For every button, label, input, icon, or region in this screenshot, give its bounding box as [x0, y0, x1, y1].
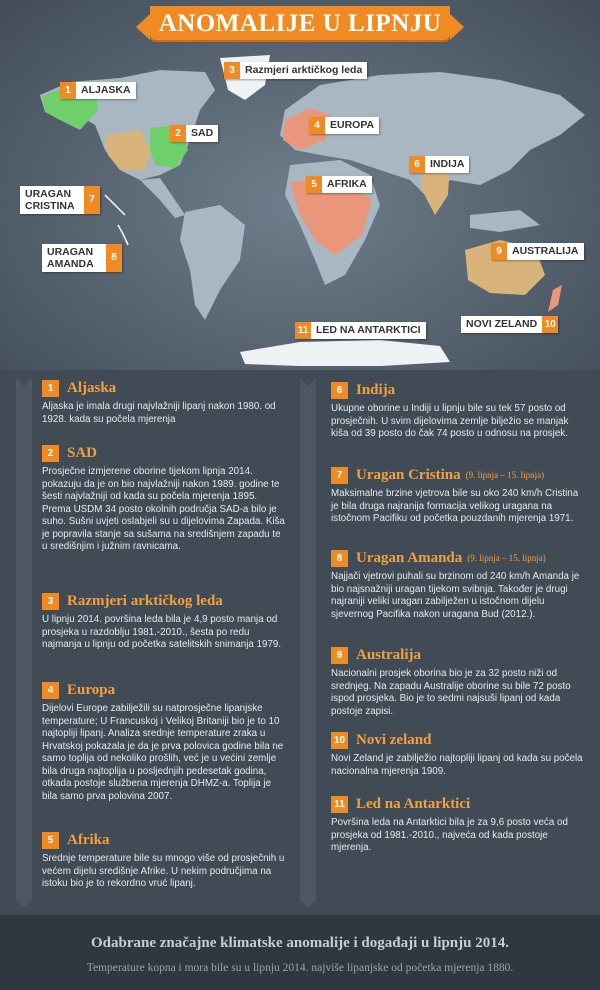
callout-label: Razmjeri arktičkog leda: [245, 64, 363, 76]
item-text: Prosječne izmjerene oborine tijekom lipnja 2014. pokazuju da je on bio najvlažniji nakon 1989. godine te šesti najvlažniji od kada su počela mjerenja 1895. Prema USDM 34 posto okolnih područja SAD-a bilo je suho. Sušni uvjeti oslabjeli su u dijelovima Zapada. Kiša je popravila stanje sa sušama na središnjem zapadu te u središnjim i južnim ravnicama.: [42, 466, 285, 552]
list-item-antarktika: [331, 794, 586, 855]
item-title: Aljaska: [67, 379, 117, 396]
item-title: Europa: [67, 681, 116, 698]
list-item-indija: [331, 380, 586, 441]
callout-novi-zeland: [461, 316, 558, 333]
callout-number: 4: [309, 117, 325, 134]
landmass-antarctica: [240, 340, 450, 366]
anomaly-list: [0, 370, 600, 915]
footer-subtitle: Temperature kopna i mora bile su u lipnju 2014. najviše lipanjske od početka mjerenja 1880.: [86, 962, 514, 974]
landmass-indonesia: [470, 210, 540, 232]
callout-afrika: [306, 176, 372, 193]
item-number: 11: [331, 796, 348, 813]
callout-europa: [309, 117, 379, 134]
callout-indija: [409, 156, 469, 173]
hurricane-track-amanda: [118, 225, 128, 245]
callout-label: INDIJA: [430, 158, 465, 170]
callout-number: 5: [306, 176, 322, 193]
callout-number: 7: [84, 186, 100, 214]
item-title: Razmjeri arktičkog leda: [67, 592, 223, 609]
item-number: 1: [42, 380, 59, 397]
list-item-novi-zeland: [331, 730, 586, 778]
callout-arktik: [224, 62, 367, 79]
footer: [0, 915, 600, 990]
callout-number: 11: [295, 322, 311, 339]
world-map: [0, 0, 600, 370]
list-item-sad: [42, 443, 287, 554]
callout-label: NOVI ZELAND: [466, 318, 538, 330]
item-text: Površina leda na Antarktici bila je za 9,6 posto veća od prosjeka od 1981.-2010., najveća od kada postoje mjerenja.: [331, 817, 568, 853]
list-item-afrika: [42, 830, 287, 891]
item-number: 2: [42, 445, 59, 462]
left-chevron-rail: [16, 378, 32, 908]
item-title: Uragan Cristina: [356, 466, 461, 483]
right-chevron-rail: [300, 378, 316, 908]
item-title: Afrika: [67, 831, 110, 848]
callout-number: 10: [542, 316, 558, 333]
callout-label: URAGAN CRISTINA: [25, 188, 75, 212]
callout-number: 3: [224, 62, 240, 79]
item-text: Najjači vjetrovi puhali su brzinom od 240 km/h Amanda je bio najsnažniji uragan tijekom svibnja. Također je drugi najraniji veliki uragan zabilježen u istočnom dijelu sjevernog Pacifika nakon uragana Bud (2012.).: [331, 571, 580, 620]
item-title: Indija: [356, 381, 396, 398]
item-title: Led na Antarktici: [356, 795, 471, 812]
footer-title: Odabrane značajne klimatske anomalije i događaji u lipnju 2014.: [91, 935, 509, 951]
page-title: ANOMALIJE U LIPNJU: [158, 10, 442, 37]
callout-number: 1: [60, 82, 76, 99]
callout-label: ALJASKA: [81, 84, 131, 96]
item-text: Nacionalni prosjek oborina bio je za 32 posto niži od srednjeg. Na zapadu Australije oborine su bile 72 posto ispod prosjeka. Bio je to sedmi najsuši lipanj od kada postoje zapisi.: [331, 668, 571, 717]
item-text: U lipnju 2014. površina leda bila je 4,9 posto manja od prosjeka u razdoblju 1981.-2010., šesta po redu najmanja u lipnju od početka satelitskih snimanja 1979.: [42, 614, 282, 650]
item-number: 7: [331, 467, 348, 484]
callout-antarktika: [295, 322, 426, 339]
list-item-australija: [331, 645, 586, 718]
item-text: Ukupne oborine u Indiji u lipnju bile su tek 57 posto od prosječnih. U svim dijelovima zemlje bilježio se manjak kiša od 39 posto do čak 74 posto u odnosu na prosjek.: [331, 403, 569, 439]
callout-label: EUROPA: [330, 119, 375, 131]
map-graphic: [0, 0, 600, 370]
callout-label: URAGAN AMANDA: [47, 246, 94, 270]
callout-label: SAD: [191, 127, 214, 139]
landmass-south-america: [180, 205, 245, 320]
item-title: Novi zeland: [356, 731, 432, 748]
callout-number: 8: [106, 244, 122, 272]
callout-number: 6: [409, 156, 425, 173]
item-title: Uragan Amanda: [356, 549, 463, 566]
item-text: Dijelovi Europe zabilježili su natprosječne lipanjske temperature; U Francuskoj i Velikoj Britaniji bio je to 10 najtopliji lipanj. Analiza srednje temperature zraka u Hrvatskoj pokazala je da je prva polovica godine bila ne samo toplija od nekoliko prošlih, već je u većini zemlje bila druga najtoplija u posljednjih pedesetak godina, otkada postoje službena mjerenja DHMZ-a. Toplija je bila samo prva polovina 2007.: [42, 703, 284, 802]
item-number: 4: [42, 682, 59, 699]
item-subtitle: (9. lipnja – 15. lipnja): [465, 470, 545, 480]
callout-label: LED NA ANTARKTICI: [316, 324, 421, 336]
item-text: Srednje temperature bile su mnogo više od prosječnih u većem dijelu središnje Afrike. U nekim područjima na istoku bio je to rekordno vruć lipanj.: [42, 853, 285, 889]
item-text: Maksimalne brzine vjetrova bile su oko 240 km/h Cristina je bila druga najranija formacija velikog uragana na istočnom Pacifiku od početka pouzdanih mjerenja 1971.: [331, 488, 579, 524]
item-number: 3: [42, 593, 59, 610]
callout-sad: [170, 125, 218, 142]
callout-cristina: [20, 186, 100, 214]
callout-aljaska: [60, 82, 136, 99]
item-subtitle: (9. lipnja – 15. lipnja): [467, 553, 546, 563]
item-title: Australija: [356, 646, 421, 663]
callout-number: 2: [170, 125, 186, 142]
list-item-arktik: [42, 591, 287, 652]
item-text: Aljaska je imala drugi najvlažniji lipanj nakon 1980. od 1928. kada su počela mjerenja: [42, 401, 276, 425]
item-number: 10: [331, 732, 348, 749]
callout-label: AFRIKA: [327, 178, 367, 190]
item-number: 5: [42, 832, 59, 849]
landmass-new-zealand: [548, 285, 562, 312]
callout-amanda: [42, 244, 122, 272]
callout-australija: [491, 243, 584, 260]
list-item-aljaska: [42, 378, 287, 426]
hurricane-track-cristina: [105, 195, 125, 215]
landmass-central-america: [140, 178, 185, 218]
item-text: Novi Zeland je zabilježio najtopliji lipanj od kada su počela nacionalna mjerenja 1909.: [331, 753, 583, 777]
item-number: 6: [331, 382, 348, 399]
list-item-amanda: [331, 548, 586, 621]
item-number: 9: [331, 647, 348, 664]
item-title: SAD: [67, 444, 98, 461]
list-item-cristina: [331, 465, 586, 526]
list-item-europa: [42, 680, 287, 803]
title-banner: [150, 6, 450, 40]
item-number: 8: [331, 550, 348, 567]
callout-label: AUSTRALIJA: [512, 245, 579, 257]
callout-number: 9: [491, 243, 507, 260]
